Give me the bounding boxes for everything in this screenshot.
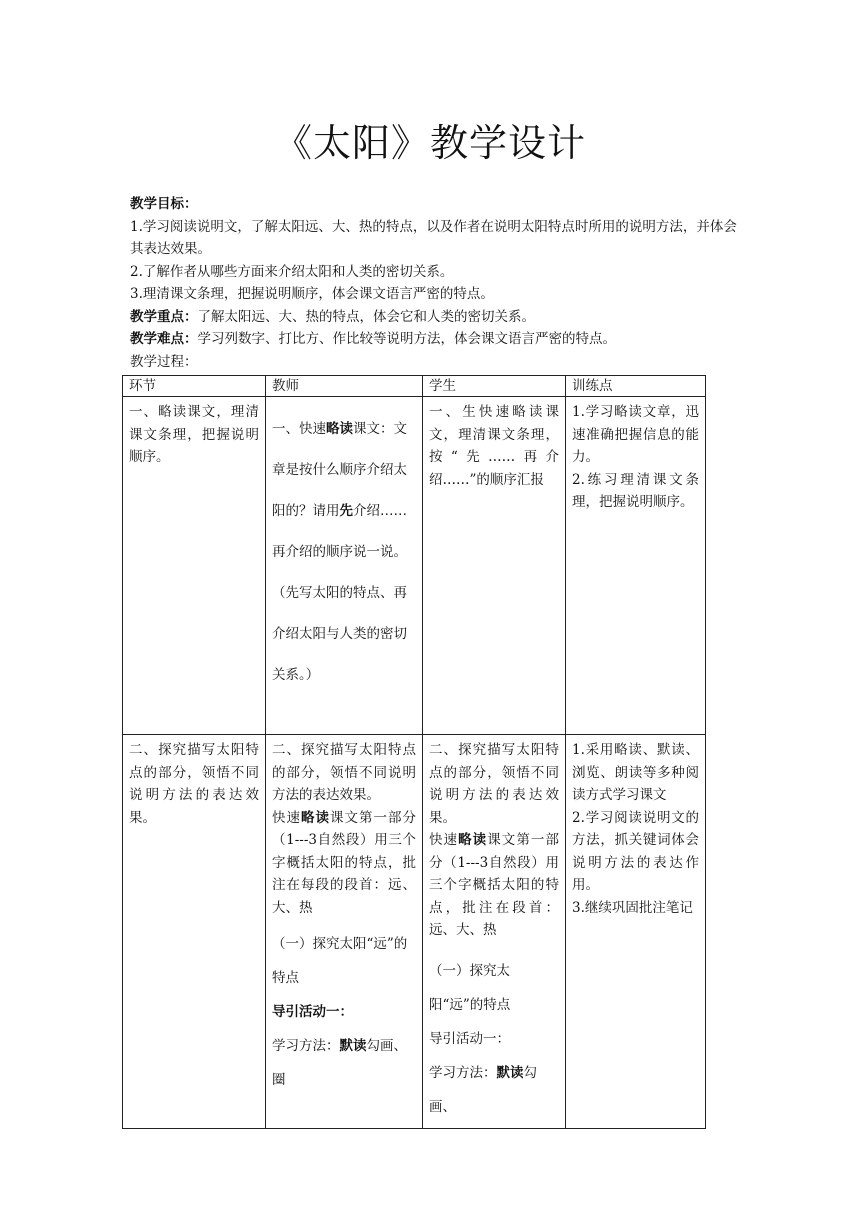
goal-label: 教学目标： [130,196,198,212]
header-stage: 环节 [123,376,266,397]
goal-item-3: 3.理清课文条理，把握说明顺序，体会课文语言严密的特点。 [130,286,494,302]
row2-training [566,735,706,1129]
header-training: 训练点 [566,376,706,397]
row1-training [566,397,706,735]
header-teacher: 教师 [266,376,423,397]
table-row [123,735,706,1129]
row2-training-2: 2.学习阅读说明文的方法，抓关键词体会说明方法的表达作用。 [572,809,699,893]
row1-training-2: 2.练习理清课文条理，把握说明顺序。 [572,471,699,510]
goal-item-1: 1.学习阅读说明文，了解太阳远、大、热的特点，以及作者在说明太阳特点时所用的说明方法，并体会其表达效果。 [130,218,737,257]
difficulty-label: 教学难点： [130,331,198,347]
row2-stage: 二、探究描写太阳特点的部分，领悟不同说明方法的表达效果。 [123,735,266,1129]
process-label: 教学过程： [130,353,198,370]
row2-student-subtopic: （一）探究太阳“远”的特点 [429,962,511,1013]
table-header-row [123,376,706,397]
row2-student-method: 学习方法：默读勾画、 [429,1064,537,1115]
row1-stage: 一、略读课文，理清课文条理，把握说明顺序。 [123,397,266,735]
row2-teacher-method: 学习方法：默读勾画、圈 [272,1038,407,1088]
row1-teacher-text: 一、快速略读课文：文章是按什么顺序介绍太阳的？请用先介绍……再介绍的顺序说一说。（先写太阳的特点、再介绍太阳与人类的密切关系。） [272,421,407,683]
header-student: 学生 [423,376,566,397]
row2-teacher-task: 快速略读课文第一部分（1---3自然段）用三个字概括太阳的特点，批注在每段的段首：远、大、热 [272,809,416,916]
row1-training-1: 1.学习略读文章，迅速准确把握信息的能力。 [572,404,699,465]
row1-teacher [266,397,423,735]
row2-teacher-intro: 二、探究描写太阳特点的部分，领悟不同说明方法的表达效果。 [272,742,416,803]
key-point-label: 教学重点： [130,308,198,325]
row2-teacher [266,735,423,1129]
row2-student-task: 快速略读课文第一部分（1---3自然段）用三个字概括太阳的特点，批注在段首：远、大、热 [429,832,559,938]
row2-student-intro: 二、探究描写太阳特点的部分，领悟不同说明方法的表达效果。 [429,742,559,826]
row2-student-activity: 导引活动一： [429,1030,510,1047]
row2-training-3: 3.继续巩固批注笔记 [572,899,693,916]
teaching-process-table [122,375,706,1129]
row1-student: 一、生快速略读课文，理清课文条理，按“先……再介绍……”的顺序汇报 [423,397,566,735]
key-point-text: 了解太阳远、大、热的特点，体会它和人类的密切关系。 [197,308,535,325]
row2-teacher-activity: 导引活动一： [272,1004,353,1020]
difficulty-text: 学习列数字、打比方、作比较等说明方法，体会课文语言严密的特点。 [197,331,616,347]
row2-training-1: 1.采用略读、默读、浏览、朗读等多种阅读方式学习课文 [572,742,699,803]
objectives-section [130,193,750,373]
goal-item-2: 2.了解作者从哪些方面来介绍太阳和人类的密切关系。 [130,263,454,280]
key-point [130,306,750,329]
row2-teacher-subtopic: （一）探究太阳“远”的特点 [272,936,408,986]
table-row [123,397,706,735]
row2-student [423,735,566,1129]
difficulty-point [130,328,750,351]
document-title: 《太阳》教学设计 [273,121,586,165]
